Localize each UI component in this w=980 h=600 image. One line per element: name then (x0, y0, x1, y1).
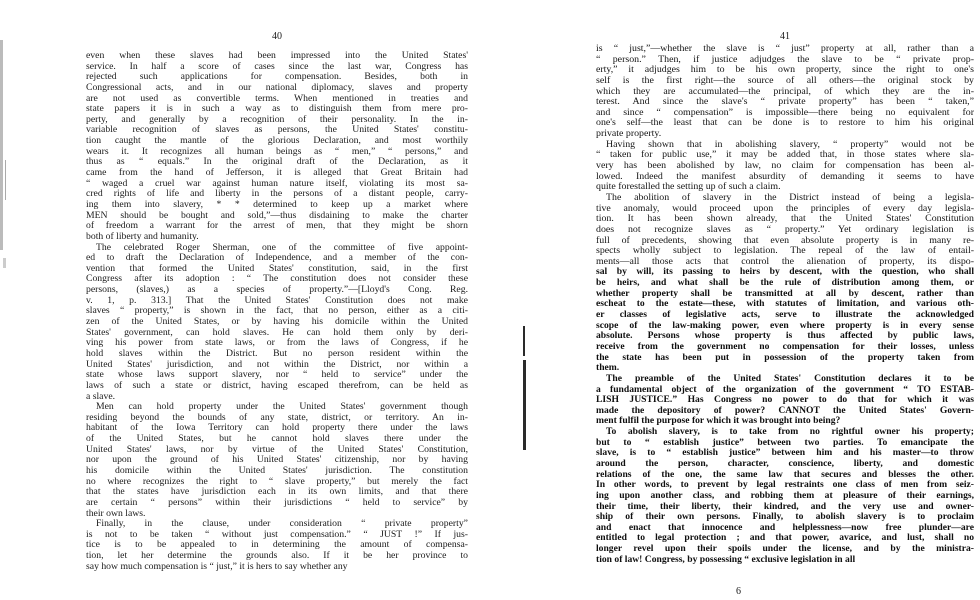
text-line: tion, let her determine the grounds also. If it be her province to (86, 551, 468, 562)
text-line: Congress after its adoption : “ The constitution does not consider these (86, 274, 468, 285)
text-line: United States' jurisdiction, and not within the District, nor within a (86, 359, 468, 370)
text-line: ship of their own persons. Finally, to abolish slavery is to proclaim (596, 512, 974, 523)
text-line: tion of law! Congress, by possessing “ exclusive legislation in all (596, 554, 856, 565)
text-line: quite forestalled the setting up of such a claim. (596, 182, 781, 193)
text-line: terest. And since the slave's “ private property” has been “ taken,” (596, 97, 974, 108)
text-line: be heirs, and what shall be the rule of distribution among them, or (596, 278, 974, 289)
page-number-left: 40 (272, 31, 282, 42)
text-line: service. In half a score of cases since the last war, Congress has (86, 61, 468, 72)
text-line: er classes of legislative acts, serve to illustrate the acknowledged (596, 310, 974, 321)
text-line: persons, (slaves,) as a species of property.”—[Lloyd's Cong. Reg. (86, 285, 468, 296)
text-line: tice is to be appealed to in determining the amount of compensa- (86, 540, 468, 551)
text-line: wears it. It recognizes all human beings as “ men,” “ persons,” and (86, 146, 468, 157)
text-line: is not to be taken “ without just compensation.” “ JUST !” If jus- (86, 529, 468, 540)
text-line: perty, and generally by a recognition of their personality. In the in- (86, 114, 468, 125)
text-line: but to “ establish justice” between two parties. To emancipate the (596, 437, 974, 448)
text-line: one's self—the least that can be done is to restore to him his original (596, 118, 974, 129)
text-line: vention that formed the United States' constitution, said, in the first (86, 263, 468, 274)
text-line: say how much compensation is “ just,” it is hers to say whether any (86, 561, 348, 572)
text-line: erty,” it adjudges him to be his own property, since the right to one's (596, 65, 974, 76)
text-line: In other words, to prevent by legal restraints one class of men from seiz- (596, 480, 974, 491)
text-line: sal by will, its passing to heirs by descent, with the question, who shall (596, 267, 974, 278)
text-line: spects wholly subject to legislation. The repeal of the law of entail- (596, 246, 974, 257)
text-line: does not recognize slaves as “ property.” Yet ordinary legislation is (596, 224, 974, 235)
text-line: To abolish slavery, is to take from no rightful owner his property; (606, 427, 974, 438)
text-line: ed to draft the Declaration of Independence, and a member of the con- (86, 253, 468, 264)
text-line: Men can hold property under the United States' government though (96, 402, 468, 413)
text-line: the state has been put in possession of the property taken from (596, 352, 974, 363)
text-line: and enact that innocence and helplessness—now free plunder—are (596, 522, 974, 533)
text-line: scope of the law-making power, even where property is in every sense (596, 320, 974, 331)
right-page-text (596, 44, 974, 565)
text-line: Finally, in the clause, under consideration “ private property” (96, 519, 468, 530)
text-line: zen of the United States, or by having his domicile within the United (86, 317, 468, 328)
text-line: ments—all those acts that control the alienation of property, its dispo- (596, 256, 974, 267)
text-line: residing beyond the bounds of any state, district, or territory. An in- (86, 412, 468, 423)
text-line: longer revel upon their spoils under the license, and by the ministra- (596, 544, 974, 555)
text-line: his domicile within the United States' jurisdiction. The constitution (86, 465, 468, 476)
text-line: nor upon the ground of his United States' citizenship, nor by having (86, 455, 468, 466)
text-line: them. (596, 363, 620, 374)
text-line: MEN should be bought and sold,”—thus disdaining to make the charter (86, 210, 468, 221)
text-line: came from the hand of Jefferson, it is alleged that Great Britain had (86, 168, 468, 179)
text-line: ing upon another class, and robbing them at pleasure of their earnings, (596, 490, 974, 501)
text-line: “ taken for public use,” it may be added that, in those states where sla- (596, 150, 974, 161)
text-line: “ person.” Then, if justice adjudges the slave to be “ private prop- (596, 54, 974, 65)
left-page (86, 0, 468, 600)
text-line: entitled to legal protection ; and that power, avarice, and lust, shall no (596, 533, 974, 544)
text-line: escheat to the estate—these, with statutes of limitation, and various oth- (596, 299, 974, 310)
text-line: tion caught the mantle of the glorious Declaration, and most worthily (86, 136, 468, 147)
text-line: self is the first right—the source of all others—the original stock by (596, 75, 974, 86)
text-line: are not used as convertible terms. When mentioned in treaties and (86, 93, 468, 104)
text-line: a fundamental object of the organization of the government “ TO ESTAB- (596, 384, 974, 395)
text-line: The celebrated Roger Sherman, one of the committee of five appoint- (96, 242, 468, 253)
text-line: which they are accumulated—the principal, of which they are the in- (596, 86, 974, 97)
text-line: of freedom a warrant for the arrest of men, that they might be shorn (86, 221, 468, 232)
gutter-shadow (523, 360, 526, 450)
text-line: LISH JUSTICE.” Has Congress no power to do that for which it was (596, 395, 974, 406)
page-edge-shadow (0, 40, 3, 250)
text-line: United States' laws, nor by virtue of the United States' Constitution, (86, 444, 468, 455)
page-edge-shadow (3, 258, 6, 268)
text-line: lowed. Indeed the manifest absurdity of demanding it seems to have (596, 171, 974, 182)
text-line: States' government, can hold slaves. He can hold them only by deri- (86, 327, 468, 338)
text-line: The preamble of the United States' Constitution declares it to be (606, 373, 974, 384)
page-edge-shadow (5, 160, 6, 200)
text-line: rejected such applications for compensation. Besides, both in (86, 72, 468, 83)
text-line: ing them into slavery, * * determined to keep up a market where (86, 199, 468, 210)
text-line: ving his power from state laws, or from the laws of Congress, if he (86, 338, 468, 349)
right-page (596, 0, 974, 600)
text-line: made the depository of power? CANNOT the United States' Govern- (596, 405, 974, 416)
text-line: variable recognition of slaves as persons, the United States' constitu- (86, 125, 468, 136)
text-line: and since “ compensation” is impossible—there being no equivalent for (596, 107, 974, 118)
text-line: slave, is to “ establish justice” between him and his master—to throw (596, 448, 974, 459)
text-line: laws of such a state or district, having escaped therefrom, can be held as (86, 380, 468, 391)
text-line: of the United States, but he cannot hold slaves there under the (86, 434, 468, 445)
text-line: cred rights of life and liberty in the persons of a distant people, carry- (86, 189, 468, 200)
text-line: absolute. Persons whose property is thus affected by public laws, (596, 331, 974, 342)
text-line: The abolition of slavery in the District instead of being a legisla- (606, 192, 974, 203)
text-line: Congressional acts, and in our national diplomacy, slaves and property (86, 82, 468, 93)
text-line: are certain “ persons” within their jurisdictions “ held to service” by (86, 497, 468, 508)
text-line: both of liberty and humanity. (86, 231, 199, 242)
text-line: that the states have jurisdiction each in its own limits, and that there (86, 487, 468, 498)
text-line: tive anomaly, would proceed upon the principles of every day legisla- (596, 203, 974, 214)
text-line: is “ just,”—whether the slave is “ just” property at all, rather than a (596, 44, 974, 54)
text-line: no where recognizes the right to “ slave property,” but merely the fact (86, 476, 468, 487)
page-number-right: 41 (780, 31, 790, 42)
text-line: private property. (596, 129, 662, 140)
text-line: relations of the one, the same law that secures and blesses the other. (596, 469, 974, 480)
text-line: v. 1, p. 313.] That the United States' Constitution does not make (86, 295, 468, 306)
text-line: full of precedents, showing that even absolute property is in many re- (596, 235, 974, 246)
text-line: slaves “ property,” is shown in the fact, that no person, either as a citi- (86, 306, 468, 317)
text-line: thus as “ equals.” In the original draft of the Declaration, as it (86, 157, 468, 168)
text-line: ment fulfil the purpose for which it was brought into being? (596, 416, 841, 427)
text-line: habitant of the Iowa Territory can hold property there under the laws (86, 423, 468, 434)
text-line: a slave. (86, 391, 116, 402)
signature-mark: 6 (736, 586, 741, 597)
text-line: whether property shall be transmitted at all by descent, rather than (596, 288, 974, 299)
text-line: “ waged a cruel war against human nature itself, violating its most sa- (86, 178, 468, 189)
text-line: even when these slaves had been impressed into the United States' (86, 51, 468, 61)
text-line: tion. It has been shown already, that the United States' Constitution (596, 214, 974, 225)
text-line: state whose laws support slavery, nor “ held to service” under the (86, 370, 468, 381)
left-page-text (86, 51, 468, 572)
text-line: their time, their liberty, their kindred, and the very use and owner- (596, 501, 974, 512)
text-line: around the person, character, conscience, liberty, and domestic (596, 458, 974, 469)
text-line: state papers it is in such a way as to distinguish them from mere pro- (86, 104, 468, 115)
gutter-shadow (523, 326, 525, 356)
text-line: receive from the government no compensation for their losses, unless (596, 341, 974, 352)
text-line: their own laws. (86, 508, 146, 519)
text-line: Having shown that in abolishing slavery, “ property” would not be (606, 139, 974, 150)
text-line: very has been abolished by law, no claim for compensation has been al- (596, 161, 974, 172)
text-line: hold slaves within the District. But no person resident within the (86, 348, 468, 359)
